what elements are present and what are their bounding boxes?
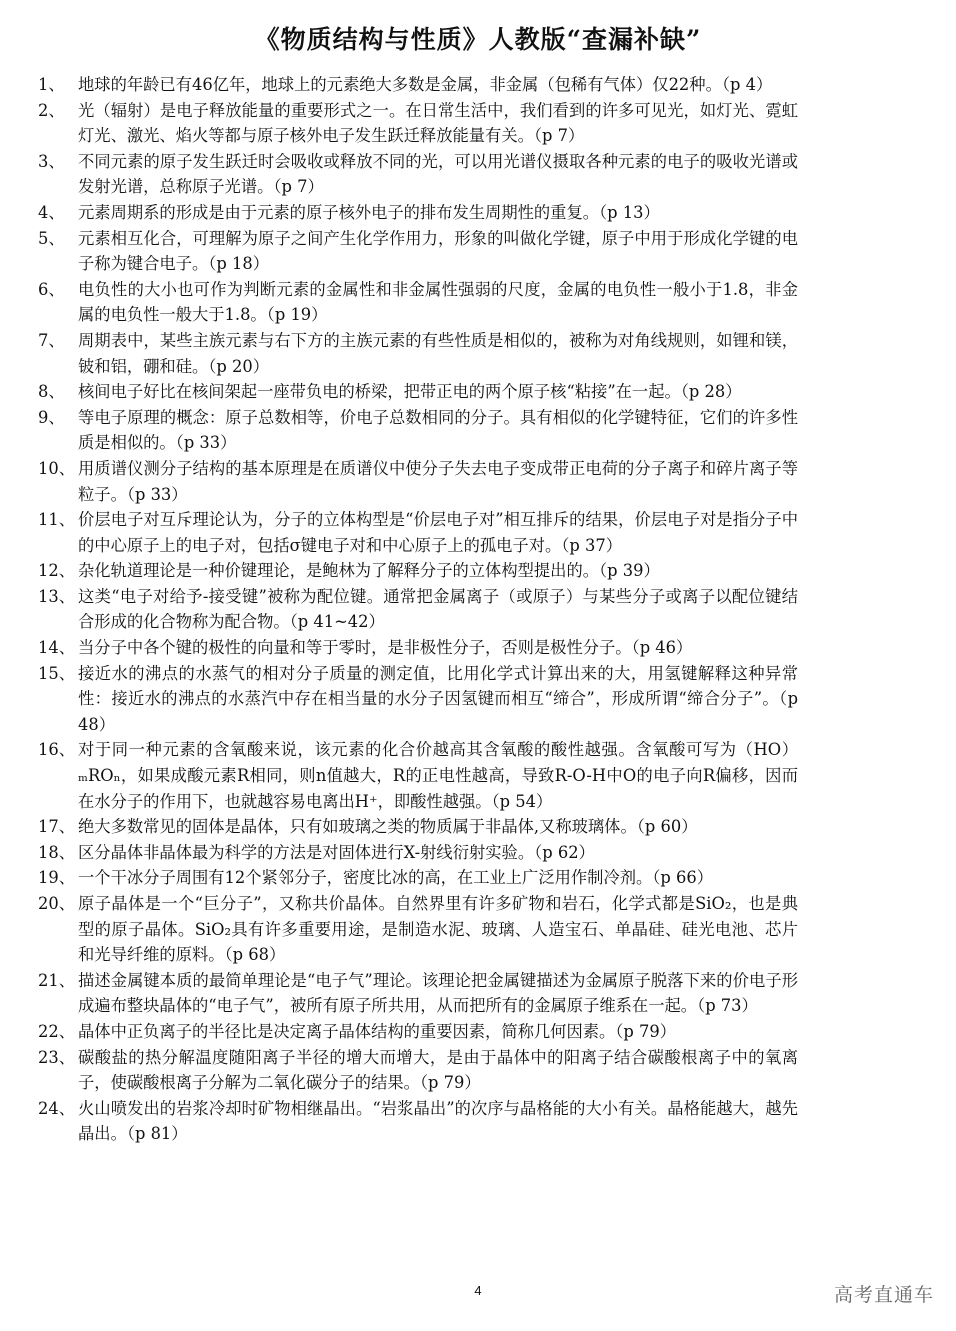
item-number: 10、 [38,458,75,478]
item-number: 19、 [38,868,75,888]
item-text: 元素周期系的形成是由于元素的原子核外电子的排布发生周期性的重复。（p 13） [78,202,660,222]
list-item [38,379,798,405]
item-number: 20、 [38,894,75,913]
item-number: 8、 [38,382,65,402]
item-text: 价层电子对互斥理论认为，分子的立体构型是“价层电子对”相互排斥的结果，价层电子对是指分子中的中心原子上的电子对，包括σ键电子对和中心原子上的孤电子对。（p 37） [78,510,798,555]
item-number: 4、 [38,202,65,222]
item-text: 用质谱仪测分子结构的基本原理是在质谱仪中使分子失去电子变成带正电荷的分子离子和碎片离子等粒子。（p 33） [78,458,798,504]
list-item [38,661,798,738]
item-text: 接近水的沸点的水蒸气的相对分子质量的测定值，比用化学式计算出来的大，用氢键解释这种异常性：接近水的沸点的水蒸汽中存在相当量的水分子因氢键而相互“缔合”，形成所谓“缔合分子”。（p 48） [78,663,798,734]
item-text: 元素相互化合，可理解为原子之间产生化学作用力，形象的叫做化学键，原子中用于形成化学键的电子称为键合电子。（p 18） [78,228,798,274]
list-item [38,200,798,226]
item-text: 对于同一种元素的含氧酸来说，该元素的化合价越高其含氧酸的酸性越强。含氧酸可写为（HO）ₘROₙ，如果成酸元素R相同，则n值越大，R的正电性越高，导致R-O-H中O的电子向R偏移，因而在水分子的作用下，也就越容易电离出H⁺，即酸性越强。（p 54） [78,740,798,811]
item-text: 碳酸盐的热分解温度随阳离子半径的增大而增大，是由于晶体中的阳离子结合碳酸根离子中的氧离子，使碳酸根离子分解为二氧化碳分子的结果。（p 79） [78,1047,798,1093]
item-number: 5、 [38,228,65,248]
item-number: 3、 [38,151,65,171]
item-text: 原子晶体是一个“巨分子”，又称共价晶体。自然界里有许多矿物和岩石，化学式都是SiO₂，也是典型的原子晶体。SiO₂具有许多重要用途，是制造水泥、玻璃、人造宝石、单晶硅、硅光电池、芯片和光导纤维的原料。（p 68） [78,894,798,965]
item-number: 14、 [38,638,75,658]
item-text: 区分晶体非晶体最为科学的方法是对固体进行X-射线衍射实验。（p 62） [78,842,595,862]
item-text: 地球的年龄已有46亿年，地球上的元素绝大多数是金属，非金属（包稀有气体）仅22种。（p 4） [78,75,773,94]
list-item [38,149,798,200]
list-item [38,840,798,866]
list-item [38,98,798,149]
item-number: 7、 [38,330,65,350]
list-item [38,891,798,968]
item-text: 火山喷发出的岩浆冷却时矿物相继晶出。“岩浆晶出”的次序与晶格能的大小有关。晶格能越大，越先晶出。（p 81） [78,1098,798,1144]
item-number: 22、 [38,1021,75,1041]
item-number: 24、 [38,1098,75,1118]
item-text: 一个干冰分子周围有12个紧邻分子，密度比冰的高，在工业上广泛用作制冷剂。（p 66） [78,868,714,888]
item-number: 13、 [38,586,75,606]
item-text: 描述金属键本质的最简单理论是“电子气”理论。该理论把金属键描述为金属原子脱落下来的价电子形成遍布整块晶体的“电子气”，被所有原子所共用，从而把所有的金属原子维系在一起。（p 73） [78,970,798,1016]
item-number: 21、 [38,970,75,990]
list-item [38,558,798,584]
page-number: 4 [474,1283,482,1298]
item-text: 杂化轨道理论是一种价键理论，是鲍林为了解释分子的立体构型提出的。（p 39） [78,561,660,581]
list-item [38,1019,798,1045]
item-number: 12、 [38,561,75,581]
list-item [38,968,798,1019]
item-text: 晶体中正负离子的半径比是决定离子晶体结构的重要因素，简称几何因素。（p 79） [78,1021,677,1041]
item-number: 16、 [38,740,75,760]
list-item [38,277,798,328]
item-number: 23、 [38,1047,75,1067]
list-item [38,405,798,456]
item-text: 绝大多数常见的固体是晶体，只有如玻璃之类的物质属于非晶体,又称玻璃体。（p 60） [78,817,698,837]
item-number: 2、 [38,100,65,120]
item-text: 不同元素的原子发生跃迁时会吸收或释放不同的光，可以用光谱仪摄取各种元素的电子的吸收光谱或发射光谱，总称原子光谱。（p 7） [78,151,798,197]
item-text: 当分子中各个键的极性的向量和等于零时，是非极性分子，否则是极性分子。（p 46） [78,638,693,658]
list-item [38,737,798,814]
list-item [38,226,798,277]
list-item [38,72,798,98]
watermark: 高考直通车 [833,1284,934,1306]
item-number: 18、 [38,842,75,862]
item-text: 电负性的大小也可作为判断元素的金属性和非金属性强弱的尺度，金属的电负性一般小于1.8，非金属的电负性一般大于1.8。（p 19） [78,279,798,325]
item-number: 9、 [38,407,65,427]
item-text: 核间电子好比在核间架起一座带负电的桥梁，把带正电的两个原子核“粘接”在一起。（p 28） [78,382,742,402]
list-item [38,814,798,840]
list-item [38,507,798,558]
item-number: 11、 [38,510,75,530]
list-item [38,328,798,379]
item-text: 光（辐射）是电子释放能量的重要形式之一。在日常生活中，我们看到的许多可见光，如灯光、霓虹灯光、激光、焰火等都与原子核外电子发生跃迁释放能量有关。（p 7） [78,100,798,146]
item-number: 17、 [38,817,75,837]
knowledge-point-list [38,72,798,1147]
item-text: 周期表中，某些主族元素与右下方的主族元素的有些性质是相似的，被称为对角线规则，如锂和镁，铍和铝，硼和硅。（p 20） [78,330,798,376]
item-text: 等电子原理的概念：原子总数相等，价电子总数相同的分子。具有相似的化学键特征，它们的许多性质是相似的。（p 33） [78,407,798,453]
list-item [38,584,798,635]
item-number: 6、 [38,279,65,299]
list-item [38,1045,798,1096]
list-item [38,1096,798,1147]
item-text: 这类“电子对给予-接受键”被称为配位键。通常把金属离子（或原子）与某些分子或离子以配位键结合形成的化合物称为配合物。（p 41~42） [78,586,798,632]
list-item [38,865,798,891]
item-number: 15、 [38,663,75,683]
document-title: 《物质结构与性质》人教版“查漏补缺” [254,25,702,54]
item-number: 1、 [38,75,65,94]
list-item [38,635,798,661]
list-item [38,456,798,507]
